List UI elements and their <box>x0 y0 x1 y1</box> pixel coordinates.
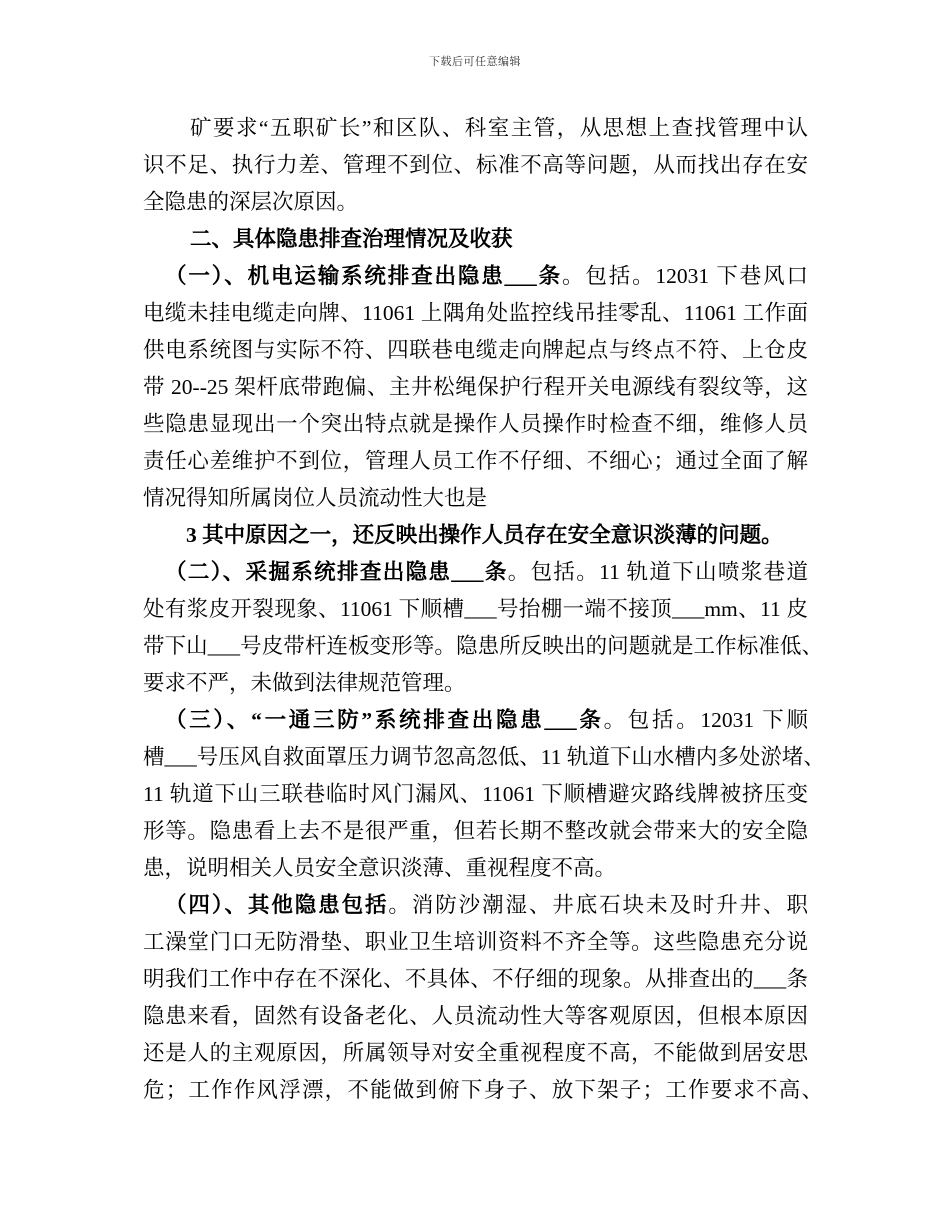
section-heading: 二、具体隐患排查治理情况及收获 <box>190 227 513 251</box>
intro-paragraph <box>143 110 843 221</box>
item-lead: （三）、“一通三防”系统排查出隐患___条 <box>165 708 604 732</box>
item-paragraph-4 <box>143 887 843 1109</box>
text-line: 带 20--25 架杆底带跑偏、主井松绳保护行程开关电源线有裂纹等，这 <box>143 375 808 399</box>
text-line: 隐患来看，固然有设备老化、人员流动性大等客观原因，但根本原因 <box>143 1004 808 1028</box>
item-paragraph-3 <box>143 702 843 887</box>
item-lead: （二）、采掘系统排查出隐患___条 <box>165 560 508 584</box>
text-line: 全隐患的深层次原因。 <box>143 190 359 214</box>
header-note: 下载后可任意编辑 <box>429 56 521 68</box>
text-line: 还是人的主观原因，所属领导对安全重视程度不高，不能做到居安思 <box>143 1041 808 1065</box>
item-lead-line <box>143 258 808 295</box>
item-lead-line <box>143 887 808 924</box>
emphasis-line: 3 其中原因之一，还反映出操作人员存在安全意识淡薄的问题。 <box>186 523 783 547</box>
text-line: 患，说明相关人员安全意识淡薄、重视程度不高。 <box>143 856 617 880</box>
item-lead: （四）、其他隐患包括 <box>165 893 389 917</box>
text-line: 供电系统图与实际不符、四联巷电缆走向牌起点与终点不符、上仓皮 <box>143 338 808 362</box>
text-line: 形等。隐患看上去不是很严重，但若长期不整改就会带来大的安全隐 <box>143 819 808 843</box>
document-body <box>143 110 843 1109</box>
item-lead: （一）、机电运输系统排查出隐患___条 <box>165 264 563 288</box>
text-line: 槽___号压风自救面罩压力调节忽高忽低、11 轨道下山水槽内多处淤堵、 <box>143 745 825 769</box>
text-line: 处有浆皮开裂现象、11061 下顺槽___号抬棚一端不接顶___mm、11 皮 <box>143 597 808 621</box>
item-lead-rest: 。包括。12031 下顺 <box>603 708 808 732</box>
item-lead-rest: 。消防沙潮湿、井底石块未及时升井、职 <box>388 893 808 917</box>
item-lead-line <box>143 554 808 591</box>
text-line: 工澡堂门口无防滑垫、职业卫生培训资料不齐全等。这些隐患充分说 <box>143 930 808 954</box>
text-line: 些隐患显现出一个突出特点就是操作人员操作时检查不细，维修人员 <box>143 412 808 436</box>
text-line: 11 轨道下山三联巷临时风门漏风、11061 下顺槽避灾路线牌被挤压变 <box>143 782 808 806</box>
text-line: 危；工作作风浮漂，不能做到俯下身子、放下架子；工作要求不高、 <box>143 1078 823 1102</box>
text-line: 识不足、执行力差、管理不到位、标准不高等问题，从而找出存在安 <box>143 153 808 177</box>
item-lead-rest: 。包括。11 轨道下山喷浆巷道 <box>507 560 808 584</box>
text-line: 责任心差维护不到位，管理人员工作不仔细、不细心；通过全面了解 <box>143 449 808 473</box>
item-paragraph-1 <box>143 258 843 517</box>
text-line: 带下山___号皮带杆连板变形等。隐患所反映出的问题就是工作标准低、 <box>143 634 823 658</box>
text-line: 要求不严，未做到法律规范管理。 <box>143 671 466 695</box>
item-paragraph-2 <box>143 554 843 702</box>
text-line: 矿要求“五职矿长”和区队、科室主管，从思想上查找管理中认 <box>190 116 808 140</box>
item-lead-line <box>143 702 808 739</box>
item-lead-rest: 。包括。12031 下巷风口 <box>562 264 808 288</box>
text-line: 情况得知所属岗位人员流动性大也是 <box>143 486 488 510</box>
text-line: 电缆未挂电缆走向牌、11061 上隅角处监控线吊挂零乱、11061 工作面 <box>143 301 808 325</box>
text-line: 明我们工作中存在不深化、不具体、不仔细的现象。从排查出的___条 <box>143 967 808 991</box>
